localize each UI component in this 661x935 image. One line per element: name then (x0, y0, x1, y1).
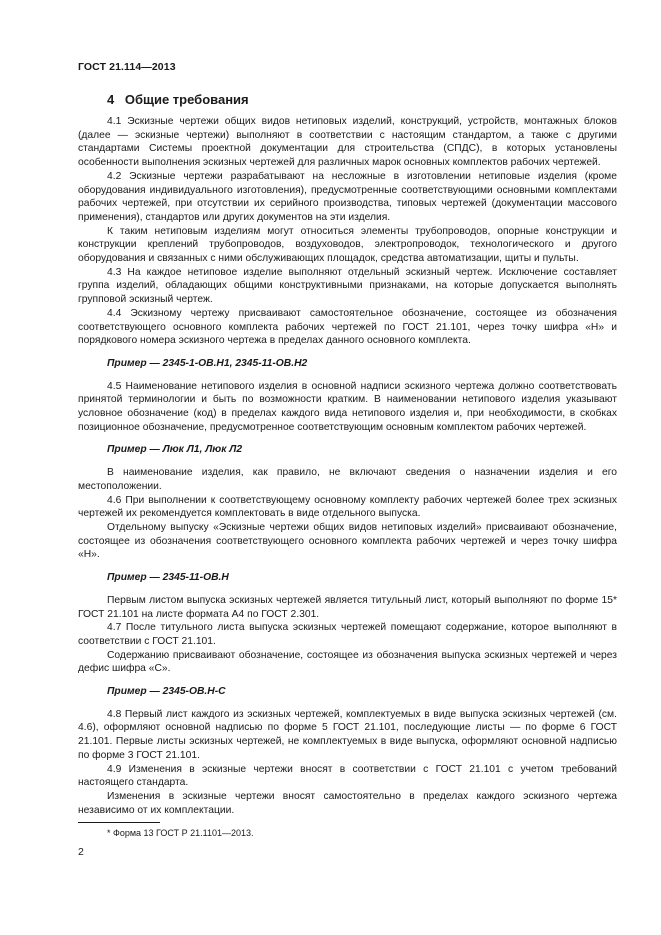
footnote-divider (78, 822, 160, 823)
example-4-7: Пример — 2345-ОВ.Н-С (107, 686, 226, 698)
paragraph-4-1: 4.1 Эскизные чертежи общих видов нетиповых изделий, конструкций, устройств, монтажных блоков (далее — эскизные чертежи) выполняют в соответствии с настоящим стандартом, а также с другими стандартами Системы проектной документации для строительства (СПДС), в которых установлены особенности выполнения эскизных чертежей для различных марок основных комплектов рабочих чертежей. (78, 116, 617, 169)
example-4-4: Пример — 2345-1-ОВ.Н1, 2345-11-ОВ.Н2 (107, 357, 308, 369)
section-number: 4 (107, 92, 115, 107)
paragraph-4-8: 4.8 Первый лист каждого из эскизных чертежей, комплектуемых в виде выпуска эскизных чертежей (см. 4.6), оформляют основной надписью по форме 5 ГОСТ 21.101, последующие листы — по форме 6 ГОСТ 21.101. Первые листы эскизных чертежей, не комплектуемых в виде выпуска, оформляют основной надписью по форме 3 ГОСТ 21.101. (78, 708, 617, 761)
example-4-5: Пример — Люк Л1, Люк Л2 (107, 444, 243, 456)
paragraph-4-9-cont: Изменения в эскизные чертежи вносят самостоятельно в пределах каждого эскизного чертежа независимо от их комплектации. (78, 790, 617, 816)
paragraph-4-2: 4.2 Эскизные чертежи разрабатывают на несложные в изготовлении нетиповые изделия (кроме оборудования индивидуального изготовления), предусмотренные соответствующими основными комплектами рабочих чертежей, при отсутствии их серийного производства, типовых чертежей (документации массового применения), стандартов или других документов на эти изделия. (78, 170, 617, 223)
footnote: * Форма 13 ГОСТ Р 21.1101—2013. (107, 828, 254, 838)
paragraph-4-7: 4.7 После титульного листа выпуска эскизных чертежей помещают содержание, которое выполняют в соответствии с ГОСТ 21.101. (78, 622, 617, 647)
paragraph-4-7-cont: Содержанию присваивают обозначение, состоящее из обозначения выпуска эскизных чертежей и через дефис шифра «С». (78, 649, 617, 675)
page-number: 2 (78, 846, 84, 858)
section-heading (107, 92, 249, 107)
paragraph-4-5-cont: В наименование изделия, как правило, не включают сведения о назначении изделия и его местоположении. (78, 467, 617, 492)
paragraph-4-6: 4.6 При выполнении к соответствующему основному комплекту рабочих чертежей более трех эскизных чертежей их рекомендуется комплектовать в виде отдельного выпуска. (78, 494, 617, 520)
paragraph-4-6-cont: Отдельному выпуску «Эскизные чертежи общих видов нетиповых изделий» присваивают обозначение, состоящее из обозначения соответствующего основного комплекта рабочих чертежей и через точку шифра «Н». (78, 521, 617, 561)
paragraph-4-9: 4.9 Изменения в эскизные чертежи вносят в соответствии с ГОСТ 21.101 с учетом требований настоящего стандарта. (78, 763, 617, 789)
paragraph-4-4: 4.4 Эскизному чертежу присваивают самостоятельное обозначение, состоящее из обозначения соответствующего основного комплекта рабочих чертежей по ГОСТ 21.101, через точку шифра «Н» и порядкового номера эскизного чертежа в пределах данного основного комплекта. (78, 307, 617, 347)
paragraph-4-6-title-sheet: Первым листом выпуска эскизных чертежей является титульный лист, который выполняют по форме 15* ГОСТ 21.101 на листе формата А4 по ГОСТ 2.301. (78, 594, 617, 620)
paragraph-4-2-cont: К таким нетиповым изделиям могут относиться элементы трубопроводов, опорные конструкции и конструкции креплений трубопроводов, воздуховодов, электропроводок, технологического и другого оборудования и связанных с ними обслуживающих площадок, средства автоматизации, щиты и пульты. (78, 225, 617, 265)
example-4-6: Пример — 2345-11-ОВ.Н (107, 572, 229, 584)
section-title: Общие требования (124, 92, 249, 107)
paragraph-4-3: 4.3 На каждое нетиповое изделие выполняют отдельный эскизный чертеж. Исключение составляет группа изделий, обладающих общими конструктивными признаками, на которые допускается выполнять групповой эскизный чертеж. (78, 266, 617, 306)
body-text (78, 115, 617, 817)
document-header-code: ГОСТ 21.114—2013 (78, 61, 176, 73)
paragraph-4-5: 4.5 Наименование нетипового изделия в основной надписи эскизного чертежа должно соответствовать принятой терминологии и быть по возможности кратким. В наименовании нетипового изделия указывают условное обозначение (код) в пределах каждого вида нетипового изделия и, при необходимости, в скобках позиционное обозначение, предусмотренное соответствующим основным комплектом рабочих чертежей. (78, 380, 617, 433)
